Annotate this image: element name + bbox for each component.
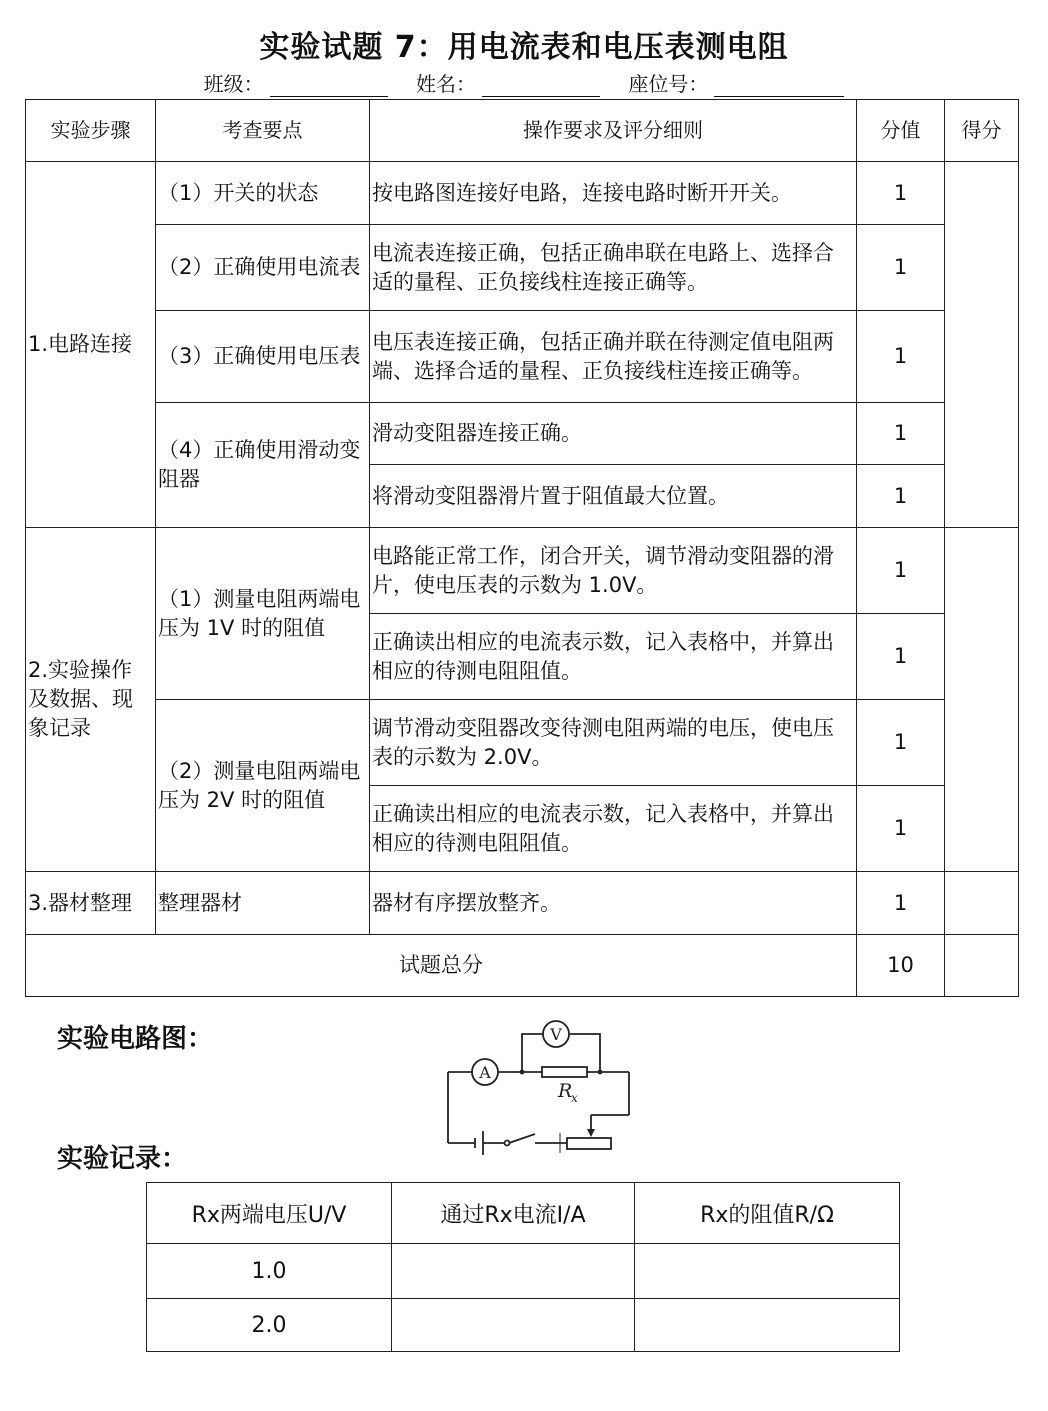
rule-5: 将滑动变阻器滑片置于阻值最大位置。: [370, 465, 857, 528]
value-cell: 1: [857, 528, 945, 614]
arrow-head: [587, 1129, 595, 1137]
record-title: 实验记录：: [57, 1144, 188, 1174]
point-1-4: （4）正确使用滑动变阻器: [156, 403, 370, 528]
student-info: [0, 68, 1048, 97]
header-rule: 操作要求及评分细则: [370, 100, 857, 162]
current-cell[interactable]: [392, 1299, 635, 1352]
table-header-row: [26, 100, 1019, 162]
point-2-2: （2）测量电阻两端电压为 2V 时的阻值: [156, 700, 370, 872]
table-row: [147, 1299, 900, 1352]
value-cell: 1: [857, 786, 945, 872]
header-value: 分值: [857, 100, 945, 162]
point-1-3: （3）正确使用电压表: [156, 311, 370, 403]
table-row: [26, 528, 1019, 614]
value-cell: 1: [857, 614, 945, 700]
header-point: 考查要点: [156, 100, 370, 162]
total-row: [26, 935, 1019, 997]
resistance-cell[interactable]: [635, 1299, 900, 1352]
record-header-resistance: Rx的阻值R/Ω: [635, 1183, 900, 1244]
resistor-subscript: x: [571, 1091, 578, 1105]
step-2: 2.实验操作及数据、现象记录: [26, 528, 156, 872]
rule-1: 按电路图连接好电路，连接电路时断开开关。: [370, 162, 857, 225]
switch-blade: [509, 1134, 535, 1143]
total-value: 10: [857, 935, 945, 997]
point-1-2: （2）正确使用电流表: [156, 225, 370, 311]
table-row: [26, 311, 1019, 403]
score-cell-1[interactable]: [945, 162, 1019, 528]
score-cell-2[interactable]: [945, 528, 1019, 872]
table-row: [26, 403, 1019, 465]
total-score-cell[interactable]: [945, 935, 1019, 997]
circuit-title: 实验电路图：: [57, 1024, 214, 1054]
value-cell: 1: [857, 872, 945, 935]
point-2-1: （1）测量电阻两端电压为 1V 时的阻值: [156, 528, 370, 700]
header-score: 得分: [945, 100, 1019, 162]
name-field[interactable]: [482, 76, 600, 97]
junction-right: [598, 1070, 603, 1075]
scoring-table: [25, 99, 1019, 997]
point-1-1: （1）开关的状态: [156, 162, 370, 225]
point-3: 整理器材: [156, 872, 370, 935]
record-table: [146, 1182, 900, 1352]
table-row: [26, 700, 1019, 786]
resistor-box: [542, 1067, 587, 1077]
rule-9: 正确读出相应的电流表示数，记入表格中，并算出相应的待测电阻阻值。: [370, 786, 857, 872]
rule-4: 滑动变阻器连接正确。: [370, 403, 857, 465]
step-1: 1.电路连接: [26, 162, 156, 528]
junction-left: [520, 1070, 525, 1075]
page-title: 实验试题 7：用电流表和电压表测电阻: [259, 30, 789, 65]
table-row: [147, 1244, 900, 1299]
name-label: 姓名：: [416, 72, 476, 96]
rule-7: 正确读出相应的电流表示数，记入表格中，并算出相应的待测电阻阻值。: [370, 614, 857, 700]
rule-2: 电流表连接正确，包括正确串联在电路上、选择合适的量程、正负接线柱连接正确等。: [370, 225, 857, 311]
ammeter-label: A: [479, 1063, 491, 1082]
value-cell: 1: [857, 465, 945, 528]
table-row: [26, 225, 1019, 311]
voltmeter-label: V: [550, 1025, 562, 1044]
rule-6: 电路能正常工作，闭合开关，调节滑动变阻器的滑片，使电压表的示数为 1.0V。: [370, 528, 857, 614]
rule-10: 器材有序摆放整齐。: [370, 872, 857, 935]
rheostat-box: [567, 1138, 611, 1149]
rule-8: 调节滑动变阻器改变待测电阻两端的电压，使电压表的示数为 2.0V。: [370, 700, 857, 786]
current-cell[interactable]: [392, 1244, 635, 1299]
value-cell: 1: [857, 403, 945, 465]
rule-3: 电压表连接正确，包括正确并联在待测定值电阻两端、选择合适的量程、正负接线柱连接正确等。: [370, 311, 857, 403]
header-step: 实验步骤: [26, 100, 156, 162]
value-cell: 1: [857, 700, 945, 786]
resistance-cell[interactable]: [635, 1244, 900, 1299]
record-header-row: [147, 1183, 900, 1244]
class-field[interactable]: [270, 76, 388, 97]
seat-field[interactable]: [714, 76, 844, 97]
voltage-cell: 1.0: [147, 1244, 392, 1299]
score-cell-3[interactable]: [945, 872, 1019, 935]
record-header-current: 通过Rx电流I/A: [392, 1183, 635, 1244]
value-cell: 1: [857, 311, 945, 403]
table-row: [26, 162, 1019, 225]
circuit-diagram: [435, 1015, 645, 1155]
voltmeter-branch-left: [522, 1034, 543, 1072]
value-cell: 1: [857, 162, 945, 225]
step-3: 3.器材整理: [26, 872, 156, 935]
resistor-label: R: [558, 1080, 573, 1102]
value-cell: 1: [857, 225, 945, 311]
switch-contact: [505, 1141, 510, 1146]
total-label: 试题总分: [26, 935, 857, 997]
record-header-voltage: Rx两端电压U/V: [147, 1183, 392, 1244]
table-row: [26, 872, 1019, 935]
seat-label: 座位号：: [628, 72, 709, 96]
class-label: 班级：: [203, 72, 264, 96]
voltage-cell: 2.0: [147, 1299, 392, 1352]
